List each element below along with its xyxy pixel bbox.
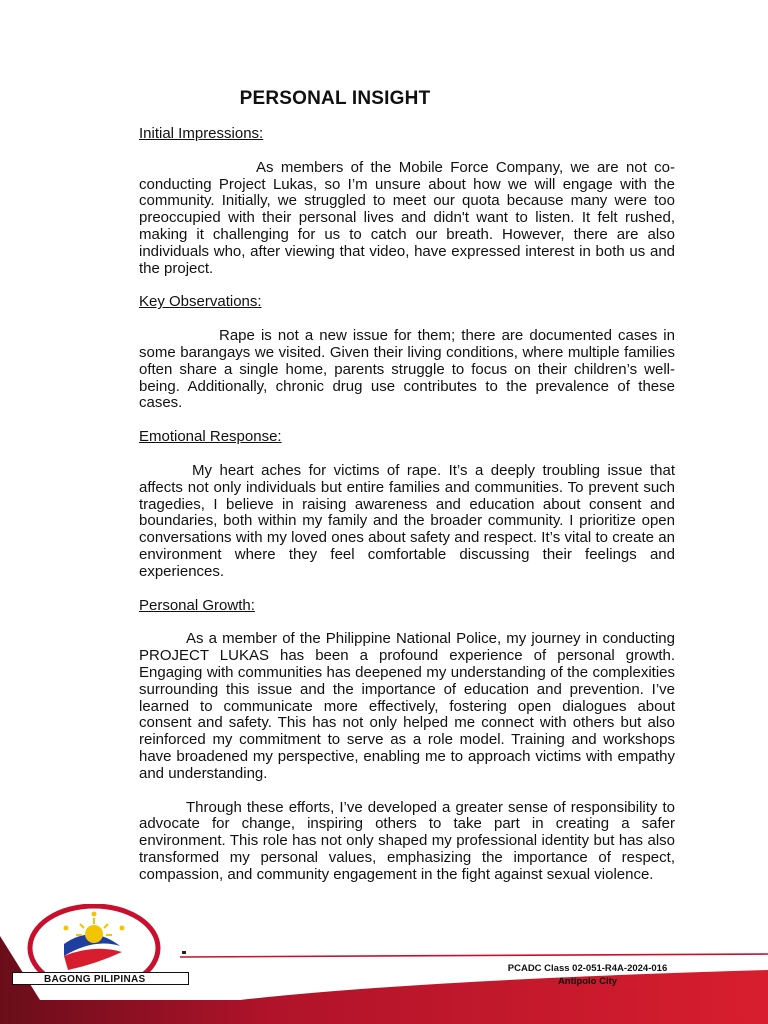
section-heading: Initial Impressions: [139, 125, 264, 142]
document-body [139, 126, 675, 900]
paragraph: Through these efforts, I’ve developed a greater sense of responsibility to advocate for change, inspiring others to take part in creating a safer environment. This role has not only shaped my professional identity but has also transformed my personal values, emphasizing the importance of respect, compassion, and community engagement in the fight against sexual violence. [139, 798, 675, 883]
footer-red-line [180, 954, 768, 957]
section-initial-impressions [139, 126, 675, 277]
section-personal-growth [139, 598, 675, 884]
class-line: PCADC Class 02-051-R4A-2024-016 [507, 963, 668, 974]
paragraph: Rape is not a new issue for them; there are documented cases in some barangays we visited. Given their living conditions, where multiple families often share a single home, parents struggle to focus on their children’s well-being. Additionally, chronic drug use contributes to the prevalence of these cases. [139, 327, 675, 412]
paragraph: As members of the Mobile Force Company, we are not co-conducting Project Lukas, so I’m unsure about how we will engage with the community. Initially, we struggled to meet our quota because many were too preoccupied with their personal lives and didn't want to listen. It felt rushed, making it challenging for us to catch our breath. However, there are also individuals who, after viewing that video, have expressed interest in both us and the project. [139, 158, 675, 277]
section-heading: Personal Growth: [139, 596, 255, 614]
section-key-observations [139, 294, 675, 412]
paragraph: My heart aches for victims of rape. It’s a deeply troubling issue that affects not only individuals but entire families and communities. To prevent such tragedies, I believe in raising awareness and education about consent and boundaries, both within my family and the broader community. I prioritize open conversations with my loved ones about safety and respect. It’s vital to create an environment where they feel comfortable discussing their feelings and experiences. [139, 461, 675, 580]
location-line: Antipolo City [557, 975, 618, 987]
page-title: PERSONAL INSIGHT [239, 88, 431, 109]
footer-text [500, 963, 675, 988]
section-heading: Key Observations: [139, 293, 262, 311]
footer-dot [182, 951, 186, 954]
logo-label: BAGONG PILIPINAS [12, 972, 189, 985]
section-emotional-response [139, 429, 675, 580]
section-heading: Emotional Response: [139, 428, 282, 446]
paragraph: As a member of the Philippine National Police, my journey in conducting PROJECT LUKAS has been a profound experience of personal growth. Engaging with communities has deepened my understanding of the complexities surrounding this issue and the importance of education and prevention. I’ve learned to communicate more effectively, fostering open dialogues about consent and safety. This has not only helped me connect with others but also reinforced my commitment to serve as a role model. Training and workshops have broadened my perspective, enabling me to approach victims with empathy and understanding. [139, 630, 675, 782]
